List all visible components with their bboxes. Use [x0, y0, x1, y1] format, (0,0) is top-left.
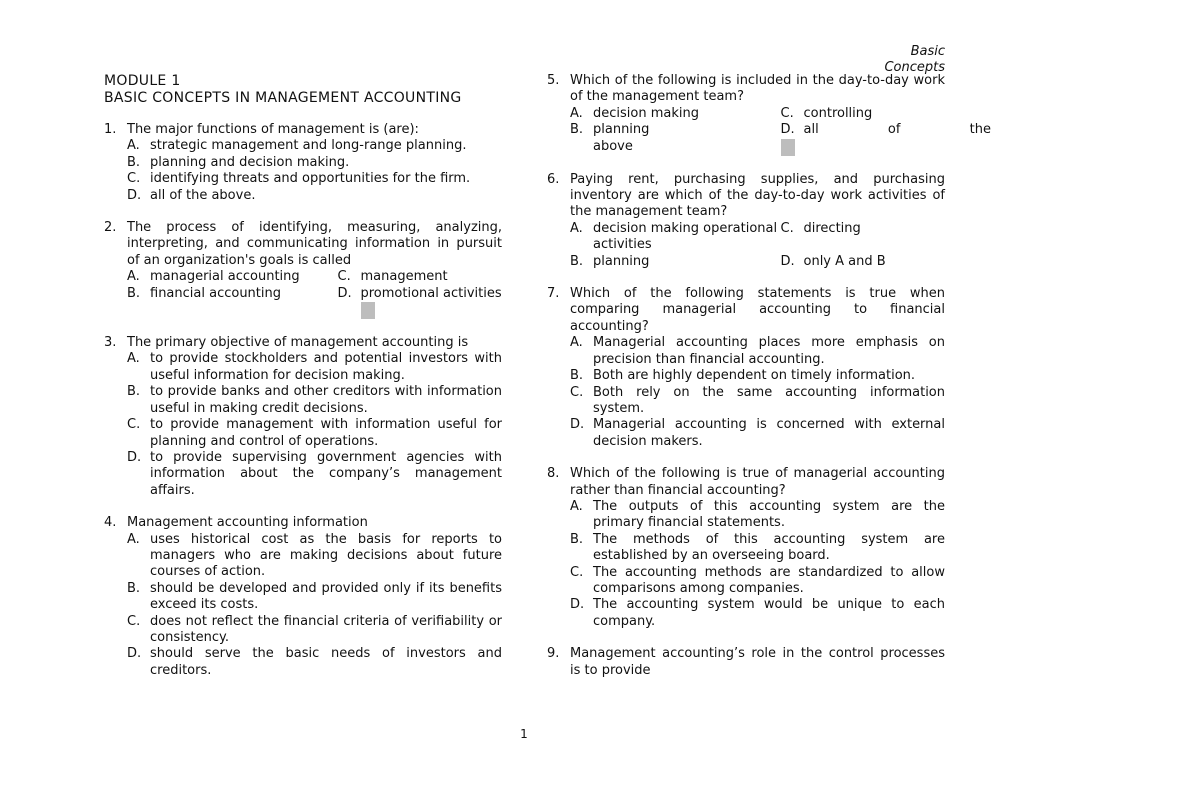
option-text: to provide supervising government agencies with information about the company’s management affairs.: [150, 449, 502, 498]
option-text: to provide management with information useful for planning and control of operations.: [150, 417, 502, 449]
option-c: [127, 417, 502, 450]
answer-cell: [781, 139, 969, 156]
option-letter: C.: [780, 105, 794, 121]
option-letter: B.: [570, 253, 584, 269]
word: of: [887, 122, 901, 138]
option-a: [570, 221, 781, 254]
question-text: Which of the following is true of managerial accounting rather than financial accounting?: [570, 466, 945, 498]
option-letter: C.: [127, 417, 141, 433]
option-letter: B.: [127, 154, 141, 170]
option-a: [570, 335, 945, 368]
word: the: [969, 122, 991, 138]
option-text: decision making operational activities: [593, 220, 778, 253]
left-column: [104, 73, 502, 695]
option-b-continuation: [570, 139, 781, 156]
question-number: 4.: [104, 515, 117, 531]
option-c: [781, 106, 992, 122]
option-text: financial accounting: [150, 285, 281, 301]
option-text: strategic management and long-range planning.: [150, 138, 467, 154]
option-b: [570, 122, 781, 138]
option-d: [127, 450, 502, 499]
option-text: Managerial accounting places more emphasis on precision than financial accounting.: [593, 335, 945, 367]
question-number: 1.: [104, 122, 117, 137]
question-number: 7.: [547, 286, 560, 302]
question-text: Management accounting’s role in the control processes is to provide: [570, 646, 945, 678]
option-c: [781, 221, 992, 254]
option-text: should serve the basic needs of investors and creditors.: [150, 646, 502, 678]
options-row: [570, 254, 945, 270]
option-text: The outputs of this accounting system are the primary financial statements.: [593, 498, 945, 531]
options-row: [570, 221, 945, 254]
option-text: [804, 122, 992, 138]
option-c: [127, 171, 502, 187]
question-6: [547, 172, 945, 270]
question-text: Which of the following is included in the day-to-day work of the management team?: [570, 73, 945, 105]
module-number: MODULE 1: [104, 73, 181, 89]
option-text: The accounting system would be unique to each company.: [593, 597, 945, 629]
option-b: [127, 581, 502, 614]
option-letter: B.: [127, 384, 141, 400]
option-letter: D.: [127, 646, 142, 662]
question-3: [104, 335, 502, 499]
option-b: [127, 384, 502, 417]
option-text: all of the above.: [150, 187, 256, 203]
option-letter: C.: [570, 384, 584, 400]
option-letter: A.: [127, 269, 140, 285]
option-b: [570, 368, 945, 384]
answer-highlight: [361, 302, 375, 319]
question-9: [547, 646, 945, 679]
option-text: planning: [593, 253, 650, 269]
option-letter: C.: [337, 269, 351, 285]
option-text: to provide stockholders and potential investors with useful information for decision making.: [150, 351, 502, 383]
option-letter: D.: [127, 449, 142, 465]
option-text: identifying threats and opportunities for the firm.: [150, 171, 471, 187]
option-letter: C.: [127, 613, 141, 629]
question-number: 8.: [547, 466, 560, 482]
option-d: [781, 254, 992, 270]
option-d: [781, 122, 992, 138]
question-8: [547, 466, 945, 630]
option-text: uses historical cost as the basis for reports to managers who are making decisions about future courses of action.: [150, 531, 502, 580]
question-2: [104, 220, 502, 319]
option-c: [338, 269, 549, 285]
option-letter: C.: [570, 564, 584, 580]
option-letter: C.: [127, 171, 141, 187]
option-text: planning: [593, 122, 650, 138]
option-text: Managerial accounting is concerned with external decision makers.: [593, 417, 945, 449]
option-text: The methods of this accounting system are established by an overseeing board.: [593, 531, 945, 564]
module-title: BASIC CONCEPTS IN MANAGEMENT ACCOUNTING: [104, 89, 462, 106]
question-number: 3.: [104, 335, 117, 351]
option-letter: A.: [570, 220, 583, 236]
option-text: promotional activities: [360, 285, 502, 301]
option-letter: B.: [570, 122, 584, 138]
option-letter: A.: [127, 531, 140, 547]
option-text: controlling: [803, 105, 873, 121]
option-d: [570, 597, 945, 630]
option-text: should be developed and provided only if its benefits exceed its costs.: [150, 580, 502, 613]
question-text: Which of the following statements is true when comparing managerial accounting to financial accounting?: [570, 286, 945, 334]
option-text: management: [360, 269, 448, 285]
question-number: 6.: [547, 171, 560, 187]
options-row: [127, 269, 502, 285]
page-number: 1: [520, 727, 528, 741]
option-letter: B.: [570, 368, 584, 384]
options-row: [570, 106, 945, 122]
options-row: [127, 286, 502, 319]
question-number: 5.: [547, 73, 560, 88]
option-a: [127, 532, 502, 581]
option-b: [570, 532, 945, 565]
option-a: [127, 351, 502, 384]
option-d: [127, 188, 502, 204]
option-letter: C.: [780, 220, 794, 236]
option-letter: D.: [570, 597, 585, 613]
question-text: The major functions of management is (are):: [127, 122, 419, 137]
question-text: Management accounting information: [127, 515, 368, 531]
option-a: [570, 499, 945, 532]
option-letter: B.: [127, 580, 141, 596]
option-d: [127, 646, 502, 679]
question-1: [104, 122, 502, 204]
option-letter: D.: [780, 122, 795, 138]
options-row: [570, 122, 991, 138]
question-text: The process of identifying, measuring, analyzing, interpreting, and communicating information in pursuit of an organization's goals is called: [127, 220, 502, 268]
option-text: directing: [803, 220, 861, 236]
question-4: [104, 515, 502, 679]
option-letter: D.: [127, 187, 142, 203]
option-d: [570, 417, 945, 450]
option-b: [127, 286, 338, 319]
question-5: [547, 73, 991, 156]
option-text: decision making: [593, 105, 699, 121]
question-number: 9.: [547, 646, 560, 662]
option-text: The accounting methods are standardized to allow comparisons among companies.: [593, 564, 945, 596]
option-b: [570, 254, 781, 270]
option-text: to provide banks and other creditors with information useful in making credit decisions.: [150, 384, 502, 416]
option-text: planning and decision making.: [150, 154, 350, 170]
option-letter: B.: [570, 531, 584, 547]
option-letter: A.: [127, 138, 140, 154]
option-c: [127, 614, 502, 647]
answer-highlight: [781, 139, 795, 156]
word: all: [803, 122, 819, 138]
question-number: 2.: [104, 220, 117, 236]
option-a: [570, 106, 781, 122]
option-letter: D.: [337, 285, 352, 301]
option-text: does not reflect the financial criteria of verifiability or consistency.: [150, 613, 502, 645]
option-b: [127, 155, 502, 171]
question-7: [547, 286, 945, 450]
question-text: The primary objective of management accounting is: [127, 335, 469, 351]
option-letter: A.: [570, 105, 583, 121]
option-text: Both rely on the same accounting information system.: [593, 384, 945, 416]
option-text: Both are highly dependent on timely information.: [593, 368, 916, 384]
option-text: managerial accounting: [150, 269, 300, 285]
question-text: Paying rent, purchasing supplies, and purchasing inventory are which of the day-to-day work activities of the management team?: [570, 171, 945, 220]
option-a: [127, 138, 502, 154]
option-letter: A.: [570, 335, 583, 351]
option-c: [570, 385, 945, 418]
option-d: [338, 286, 549, 319]
option-a: [127, 269, 338, 285]
option-letter: A.: [570, 498, 583, 514]
option-letter: D.: [570, 417, 585, 433]
options-row: [570, 139, 945, 156]
running-header: Basic Concepts: [884, 44, 945, 76]
right-column: [547, 73, 991, 695]
option-letter: B.: [127, 285, 141, 301]
option-letter: D.: [780, 253, 795, 269]
option-text: above: [593, 138, 633, 154]
option-letter: A.: [127, 351, 140, 367]
option-c: [570, 565, 945, 598]
option-text: only A and B: [803, 253, 886, 269]
